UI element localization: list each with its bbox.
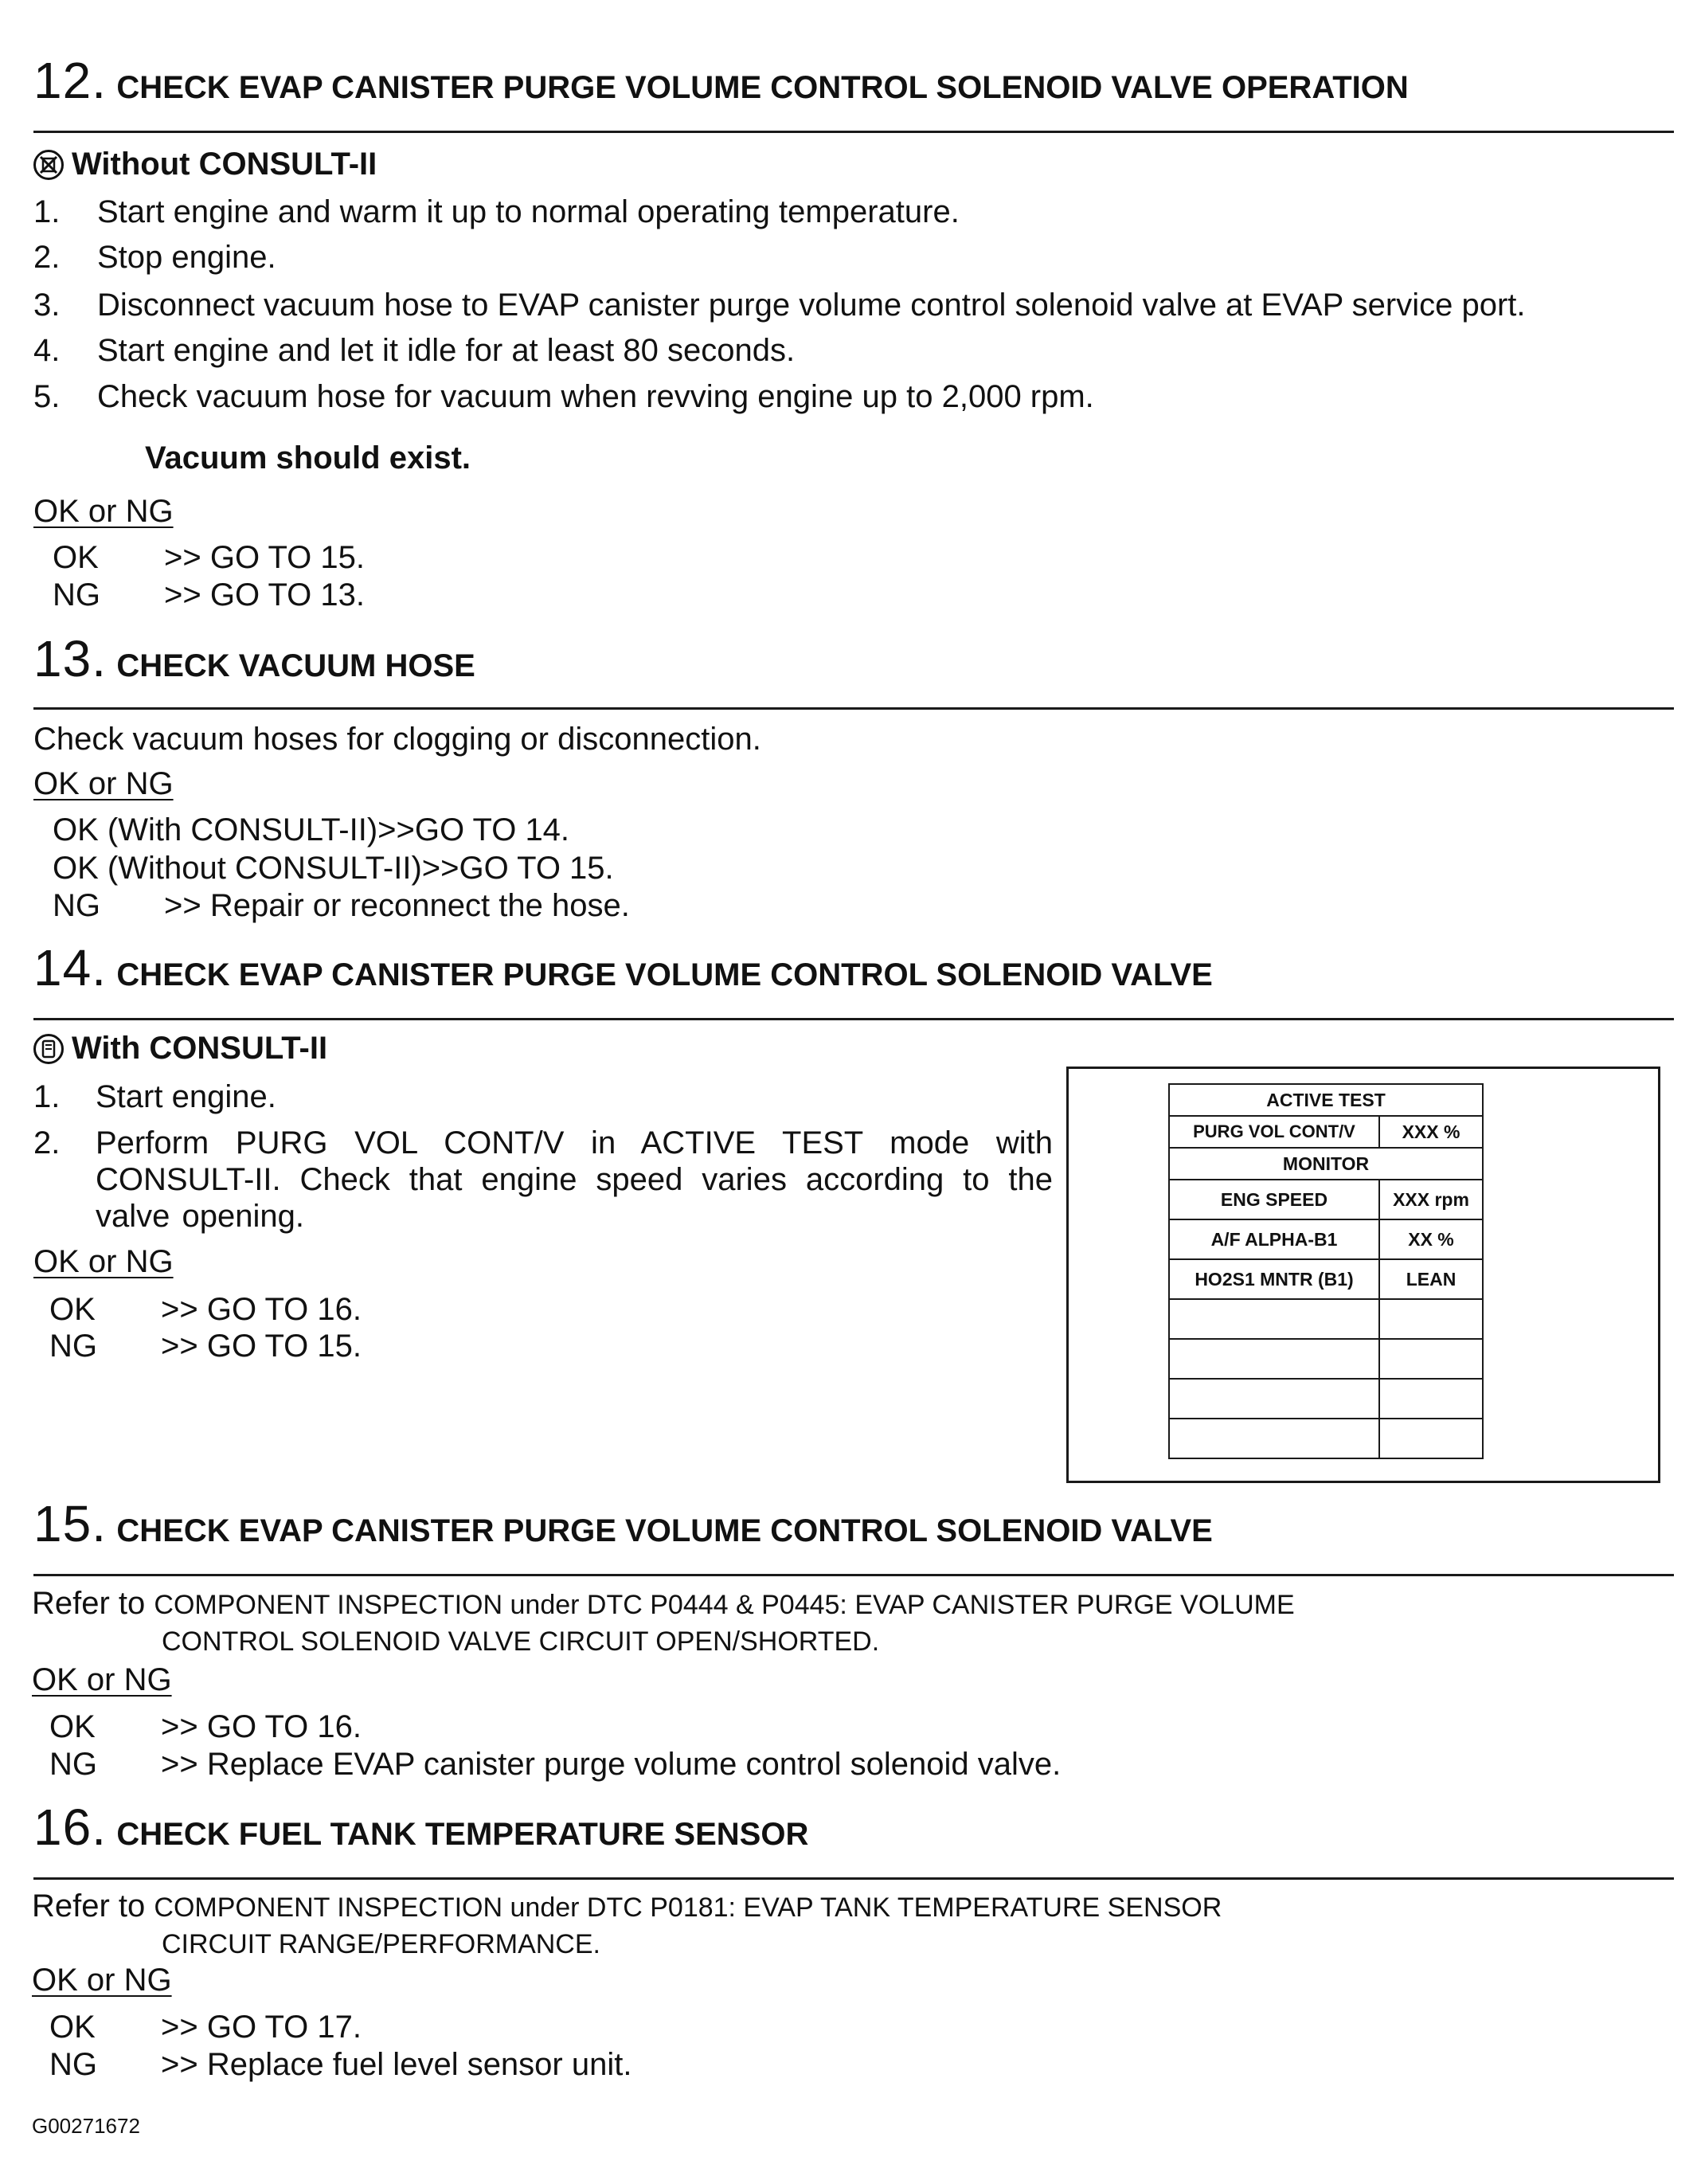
result-ng: NG >> Replace fuel level sensor unit. <box>49 2047 632 2082</box>
ok-or-ng-label: OK or NG <box>32 1662 172 1697</box>
vacuum-spec: Vacuum should exist. <box>145 440 471 476</box>
monitor-header: MONITOR <box>1169 1148 1483 1180</box>
condition-label: With CONSULT-II <box>72 1031 328 1066</box>
section-12-heading <box>33 51 1674 133</box>
section-number: 12. <box>33 52 107 109</box>
result-ok-without-consult: OK (Without CONSULT-II)>>GO TO 15. <box>53 851 614 886</box>
refer-note: Refer to COMPONENT INSPECTION under DTC P0444 & P0445: EVAP CANISTER PURGE VOLUME CONTROL SOLENOID VALVE CIRCUIT OPEN/SHORTED. <box>32 1586 1295 1657</box>
monitor-value: XX % <box>1379 1219 1483 1259</box>
check-hose-text: Check vacuum hoses for clogging or disconnection. <box>33 722 761 757</box>
document-id: G00271672 <box>32 2114 140 2138</box>
step-1: 1. Start engine and warm it up to normal operating temperature. <box>33 194 960 229</box>
result-ok: OK >> GO TO 15. <box>53 540 365 575</box>
step-2: 2. Perform PURG VOL CONT/V in ACTIVE TEST mode with CONSULT-II. Check that engine speed varies according to the valve opening. <box>33 1125 1053 1234</box>
section-14-heading <box>33 938 1674 1020</box>
section-16-heading <box>33 1798 1674 1880</box>
result-ng: NG >> Replace EVAP canister purge volume control solenoid valve. <box>49 1747 1062 1782</box>
monitor-value: LEAN <box>1379 1259 1483 1299</box>
empty-cell <box>1379 1339 1483 1379</box>
section-title: CHECK EVAP CANISTER PURGE VOLUME CONTROL SOLENOID VALVE <box>116 1513 1213 1548</box>
step-5: 5. Check vacuum hose for vacuum when revving engine up to 2,000 rpm. <box>33 379 1094 414</box>
result-ok: OK >> GO TO 16. <box>49 1292 362 1327</box>
active-test-header: ACTIVE TEST <box>1169 1084 1483 1116</box>
section-number: 15. <box>33 1495 107 1552</box>
test-value: XXX % <box>1379 1116 1483 1148</box>
empty-cell <box>1169 1339 1379 1379</box>
monitor-value: XXX rpm <box>1379 1180 1483 1219</box>
ok-or-ng-label: OK or NG <box>32 1963 172 1998</box>
section-15-heading <box>33 1494 1674 1576</box>
section-number: 16. <box>33 1798 107 1856</box>
section-13-heading <box>33 629 1674 710</box>
ok-or-ng-label: OK or NG <box>33 494 174 529</box>
refer-note: Refer to COMPONENT INSPECTION under DTC P0181: EVAP TANK TEMPERATURE SENSOR CIRCUIT RANGE/PERFORMANCE. <box>32 1888 1222 1959</box>
result-ok: OK >> GO TO 17. <box>49 2010 362 2045</box>
empty-cell <box>1169 1299 1379 1339</box>
section-number: 13. <box>33 630 107 687</box>
step-1: 1. Start engine. <box>33 1079 276 1114</box>
ok-or-ng-label: OK or NG <box>33 1244 174 1279</box>
empty-cell <box>1379 1419 1483 1458</box>
empty-cell <box>1379 1379 1483 1419</box>
result-ok: OK >> GO TO 16. <box>49 1709 362 1744</box>
test-item: PURG VOL CONT/V <box>1169 1116 1379 1148</box>
monitor-item: A/F ALPHA-B1 <box>1169 1219 1379 1259</box>
result-ng: NG >> Repair or reconnect the hose. <box>53 888 630 923</box>
active-test-table <box>1168 1083 1484 1459</box>
section-title: CHECK VACUUM HOSE <box>116 648 475 683</box>
section-title: CHECK EVAP CANISTER PURGE VOLUME CONTROL SOLENOID VALVE OPERATION <box>116 70 1409 105</box>
result-ng: NG >> GO TO 15. <box>49 1329 362 1364</box>
step-2: 2. Stop engine. <box>33 240 276 275</box>
with-consult-condition <box>33 1031 327 1067</box>
empty-cell <box>1379 1299 1483 1339</box>
ok-or-ng-label: OK or NG <box>33 766 174 801</box>
empty-cell <box>1169 1379 1379 1419</box>
section-title: CHECK EVAP CANISTER PURGE VOLUME CONTROL SOLENOID VALVE <box>116 957 1213 992</box>
consult-screen-figure <box>1066 1067 1660 1483</box>
monitor-item: HO2S1 MNTR (B1) <box>1169 1259 1379 1299</box>
empty-cell <box>1169 1419 1379 1458</box>
consult-icon <box>33 1034 64 1064</box>
no-consult-icon <box>33 150 64 180</box>
step-4: 4. Start engine and let it idle for at least 80 seconds. <box>33 333 796 368</box>
without-consult-condition <box>33 147 377 182</box>
step-3: 3. Disconnect vacuum hose to EVAP canister purge volume control solenoid valve at EVAP service port. <box>33 288 1526 323</box>
section-number: 14. <box>33 939 107 996</box>
condition-label: Without CONSULT-II <box>72 147 377 182</box>
section-title: CHECK FUEL TANK TEMPERATURE SENSOR <box>116 1817 809 1852</box>
result-ng: NG >> GO TO 13. <box>53 577 365 613</box>
monitor-item: ENG SPEED <box>1169 1180 1379 1219</box>
result-ok-with-consult: OK (With CONSULT-II)>>GO TO 14. <box>53 812 570 847</box>
